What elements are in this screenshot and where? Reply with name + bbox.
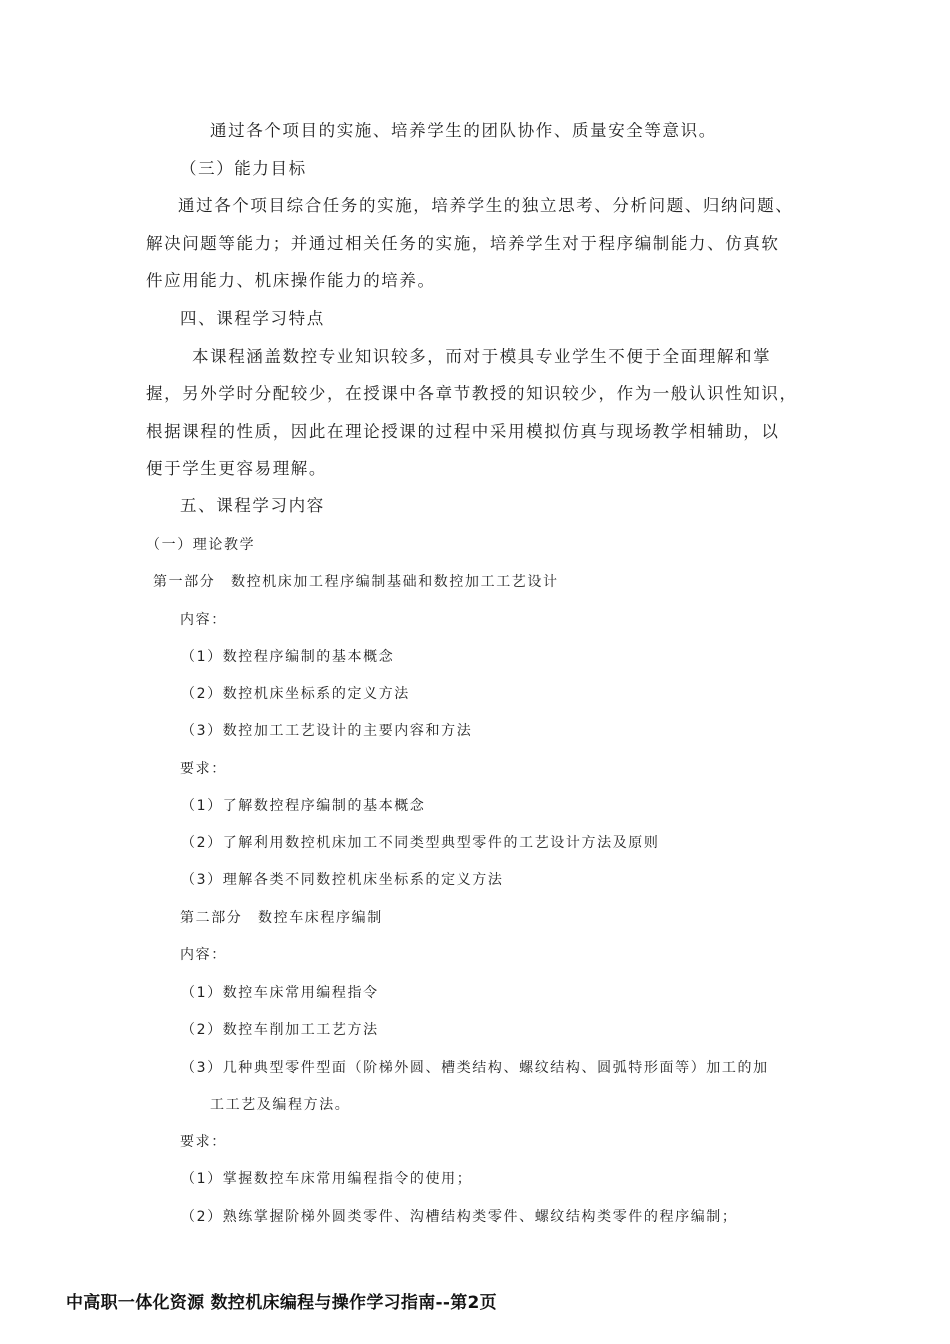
part1-content-item: （2）数控机床坐标系的定义方法 xyxy=(181,686,410,702)
part2-requirements-label: 要求： xyxy=(180,1134,227,1150)
part1-content-item: （3）数控加工工艺设计的主要内容和方法 xyxy=(181,723,473,739)
paragraph-ability-line-2: 解决问题等能力；并通过相关任务的实施，培养学生对于程序编制能力、仿真软 xyxy=(146,234,780,253)
part1-content-item: （1）数控程序编制的基本概念 xyxy=(181,649,395,665)
section-heading-course-features: 四、课程学习特点 xyxy=(180,309,325,328)
part2-content-item: （1）数控车床常用编程指令 xyxy=(181,985,379,1001)
part2-content-item: （2）数控车削加工工艺方法 xyxy=(181,1022,379,1038)
page-footer: 中高职一体化资源 数控机床编程与操作学习指南--第2页 xyxy=(66,1293,497,1313)
part1-content-label: 内容： xyxy=(180,612,227,628)
paragraph-ability-line-3: 件应用能力、机床操作能力的培养。 xyxy=(146,271,436,290)
part1-requirement-item: （3）理解各类不同数控机床坐标系的定义方法 xyxy=(181,872,504,888)
part1-title: 第一部分 数控机床加工程序编制基础和数控加工工艺设计 xyxy=(153,574,559,590)
section-heading-ability-goals: （三）能力目标 xyxy=(180,159,307,178)
part2-content-label: 内容： xyxy=(180,947,227,963)
part2-title: 第二部分 数控车床程序编制 xyxy=(180,910,383,926)
part2-requirement-item: （1）掌握数控车床常用编程指令的使用； xyxy=(181,1171,473,1187)
part1-requirement-item: （2）了解利用数控机床加工不同类型典型零件的工艺设计方法及原则 xyxy=(181,835,660,851)
section-heading-course-content: 五、课程学习内容 xyxy=(180,496,325,515)
paragraph-features-line-1: 本课程涵盖数控专业知识较多，而对于模具专业学生不便于全面理解和掌 xyxy=(192,347,772,366)
paragraph-features-line-3: 根据课程的性质，因此在理论授课的过程中采用模拟仿真与现场教学相辅助，以 xyxy=(146,422,780,441)
paragraph-quality-awareness: 通过各个项目的实施、培养学生的团队协作、质量安全等意识。 xyxy=(210,121,717,140)
paragraph-features-line-4: 便于学生更容易理解。 xyxy=(146,459,327,478)
part2-content-item: （3）几种典型零件型面（阶梯外圆、槽类结构、螺纹结构、圆弧特形面等）加工的加 xyxy=(181,1060,769,1076)
part1-requirements-label: 要求： xyxy=(180,761,227,777)
part2-requirement-item: （2）熟练掌握阶梯外圆类零件、沟槽结构类零件、螺纹结构类零件的程序编制； xyxy=(181,1209,738,1225)
subheading-theory-teaching: （一）理论教学 xyxy=(146,537,256,553)
part1-requirement-item: （1）了解数控程序编制的基本概念 xyxy=(181,798,426,814)
paragraph-ability-line-1: 通过各个项目综合任务的实施，培养学生的独立思考、分析问题、归纳问题、 xyxy=(178,196,794,215)
paragraph-features-line-2: 握，另外学时分配较少，在授课中各章节教授的知识较少，作为一般认识性知识， xyxy=(146,384,798,403)
part2-content-item-continuation: 工工艺及编程方法。 xyxy=(210,1097,351,1113)
